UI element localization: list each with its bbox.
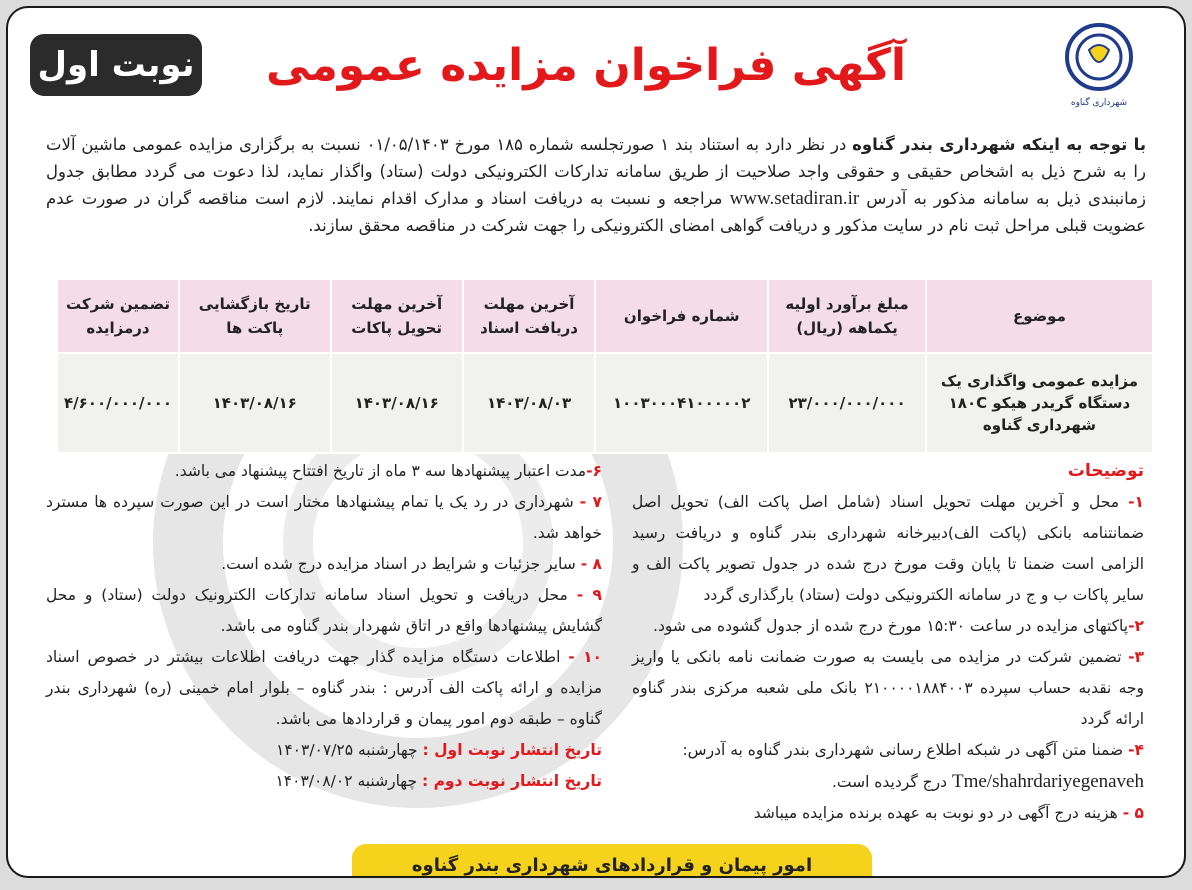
issue-badge: نوبت اول — [30, 34, 202, 96]
cell-call-number: ۱۰۰۳۰۰۰۴۱۰۰۰۰۰۲ — [595, 353, 768, 453]
note-10: ۱۰ - اطلاعات دستگاه مزایده گذار جهت دریافت اطلاعات بیشتر در خصوص اسناد مزایده و ارائه پاکت الف آدرس : بندر گناوه – بلوار امام خمینی (ره) شهرداری بندر گناوه – طبقه دوم امور پیمان و قراردادها می باشد. — [46, 648, 602, 728]
tender-table — [56, 278, 1154, 454]
header-subject: موضوع — [926, 279, 1153, 353]
publish-date-second: تاریخ انتشار نوبت دوم : چهارشنبه ۱۴۰۳/۰۸/۰۲ — [275, 772, 602, 790]
notes-heading: توضیحات — [1067, 461, 1144, 481]
notes-right-column — [632, 456, 1144, 829]
telegram-url-link[interactable]: Tme/shahrdariyegenaveh — [951, 771, 1144, 792]
cell-estimate: ۲۳/۰۰۰/۰۰۰/۰۰۰ — [768, 353, 926, 453]
header-delivery-deadline: آخرین مهلت تحویل پاکات — [331, 279, 463, 353]
intro-paragraph — [46, 131, 1146, 239]
notes-left-column — [46, 456, 602, 797]
header-estimate: مبلغ برآورد اولیه یکماهه (ریال) — [768, 279, 926, 353]
publish-date-first: تاریخ انتشار نوبت اول : چهارشنبه ۱۴۰۳/۰۷/۲۵ — [276, 741, 602, 759]
header-guarantee: تضمین شرکت درمزایده — [57, 279, 179, 353]
header-doc-deadline: آخرین مهلت دریافت اسناد — [463, 279, 595, 353]
setad-url-link[interactable]: www.setadiran.ir — [729, 188, 860, 209]
table-header-row — [57, 279, 1153, 353]
cell-guarantee: ۴/۶۰۰/۰۰۰/۰۰۰ — [57, 353, 179, 453]
municipality-logo-icon — [1064, 22, 1134, 92]
cell-doc-deadline: ۱۴۰۳/۰۸/۰۳ — [463, 353, 595, 453]
cell-subject: مزایده عمومی واگذاری یک دستگاه گریدر هیکو ۱۸۰C شهرداری گناوه — [926, 353, 1153, 453]
intro-text-2: مراجعه و نسبت به دریافت اسناد و مدارک اقدام نمایند. لازم است مناقصه گران در صورت عدم عضویت قبلی مراحل ثبت نام در سایت مذکور و دریافت گواهی امضای الکترونیکی را جهت شرکت در مناقصه محقق سازند. — [46, 189, 1146, 235]
table-row — [57, 353, 1153, 453]
cell-delivery-deadline: ۱۴۰۳/۰۸/۱۶ — [331, 353, 463, 453]
intro-lead: با توجه به اینکه شهرداری بندر گناوه — [852, 135, 1147, 154]
note-1: ۱- محل و آخرین مهلت تحویل اسناد (شامل اصل پاکت الف) تحویل اصل ضمانتنامه بانکی (پاکت الف)دبیرخانه شهرداری بندر گناوه و دریافت رسید الزامی است ضمنا تا پایان وقت مورخ درج شده در جدول تصویر پاکت الف و سایر پاکات ب و ج در سامانه الکترونیکی دولت (ستاد) بارگذاری گردد — [632, 493, 1144, 604]
header-call-number: شماره فراخوان — [595, 279, 768, 353]
note-4: ۴- ضمنا متن آگهی در شبکه اطلاع رسانی شهرداری بندر گناوه به آدرس: Tme/shahrdariyegenaveh درج گردیده است. — [632, 735, 1144, 798]
note-9: ۹ - محل دریافت و تحویل اسناد سامانه تدارکات الکترونیک دولت (ستاد) و محل گشایش پیشنهادها واقع در اتاق شهردار بندر گناوه می باشد. — [46, 586, 602, 635]
note-5: ۵ - هزینه درج آگهی در دو نوبت به عهده برنده مزایده میباشد — [753, 804, 1144, 822]
page-title: آگهی فراخوان مزایده عمومی — [266, 40, 906, 91]
note-3: ۳- تضمین شرکت در مزایده می بایست به صورت ضمانت نامه بانکی یا واریز وجه نقدبه حساب سپرده ۲۱۰۰۰۰۱۸۸۴۰۰۳ بانک ملی شعبه مرکزی بندر گناوه ارائه گردد — [632, 648, 1144, 728]
note-8: ۸ - سایر جزئیات و شرایط در اسناد مزایده درج شده است. — [221, 555, 602, 573]
header-opening-date: تاریخ بازگشایی پاکت ها — [179, 279, 331, 353]
cell-opening-date: ۱۴۰۳/۰۸/۱۶ — [179, 353, 331, 453]
auction-notice — [6, 6, 1186, 878]
note-6: ۶-مدت اعتبار پیشنهادها سه ۳ ماه از تاریخ افتتاح پیشنهاد می باشد. — [174, 462, 602, 480]
intro-text-1: در نظر دارد به استناد بند ۱ صورتجلسه شماره ۱۸۵ مورخ ۰۱/۰۵/۱۴۰۳ نسبت به برگزاری مزایده عمومی ماشین آلات را به شرح ذیل به اشخاص حقیقی و حقوقی واجد صلاحیت از طریق سامانه تدارکات الکترونیکی دولت (ستاد) واگذار نماید، لذا دعوت می گردد مطابق جدول زمانبندی ذیل به سامانه مذکور به آدرس — [46, 135, 1146, 208]
logo-caption: شهرداری گناوه — [1070, 98, 1128, 108]
footer-banner: امور پیمان و قراردادهای شهرداری بندر گناوه — [352, 844, 872, 878]
note-2: ۲-پاکتهای مزایده در ساعت ۱۵:۳۰ مورخ درج شده از جدول گشوده می شود. — [653, 617, 1144, 635]
municipality-logo — [1054, 22, 1144, 118]
note-7: ۷ - شهرداری در رد یک یا تمام پیشنهادها مختار است در این صورت سپرده ها مسترد خواهد شد. — [46, 493, 602, 542]
